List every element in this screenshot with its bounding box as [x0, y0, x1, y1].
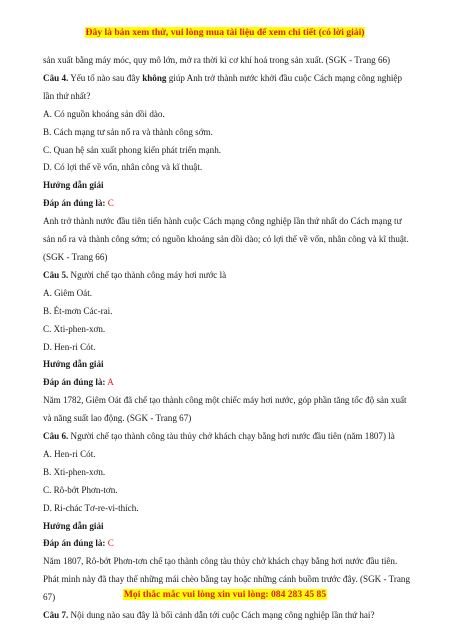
question-4: [43, 70, 415, 106]
question-5-explanation: Năm 1782, Giêm Oát đã chế tạo thành công một chiếc máy hơi nước, góp phần tăng tốc độ sản xuất và năng suất lao động. (SGK - Trang 67): [43, 395, 407, 424]
question-4-option-d: D. Có lợi thế về vốn, nhân công và kĩ thuật.: [43, 162, 203, 173]
answer-letter: C: [107, 538, 114, 549]
question-5-label: Câu 5.: [43, 269, 69, 280]
question-5-answer-line: [43, 374, 415, 392]
question-6-text: Người chế tạo thành công tàu thủy chở khách chạy bằng hơi nước đầu tiên (năm 1807) là: [68, 431, 395, 442]
question-7-text: Nội dung nào sau đây là bối cảnh dẫn tới cuộc Cách mạng công nghiệp lần thứ hai?: [68, 610, 375, 621]
question-6-option-a: A. Hen-ri Cót.: [43, 448, 96, 459]
answer-letter: C: [107, 198, 114, 209]
preview-notice-text: Đây là bản xem thử, vui lòng mua tài liệu để xem chi tiết (có lời giải): [85, 27, 365, 38]
question-4-option-c: C. Quan hệ sản xuất phong kiến phát triển mạnh.: [43, 144, 222, 155]
question-5-text: Người chế tạo thành công máy hơi nước là: [68, 269, 227, 280]
answer-label: Đáp án đúng là:: [43, 377, 106, 388]
contact-notice-banner: [0, 589, 450, 600]
question-6: [43, 428, 415, 446]
question-6-answer-line: [43, 535, 415, 553]
intro-paragraph: sản xuất bằng máy móc, quy mô lớn, mở ra thời kì cơ khí hoá trong sản xuất. (SGK - Trang 66): [43, 55, 391, 65]
question-4-explanation: Anh trở thành nước đầu tiên tiến hành cuộc Cách mạng công nghiệp lần thứ nhất do Cách mạng tư sản nổ ra và thành công sớm; có nguồn khoáng sản dồi dào; có lợi thế về vốn, nhân công và kĩ thuật. (SGK - Trang 66): [43, 216, 409, 262]
question-4-emphasis: không: [142, 72, 167, 83]
question-7-label: Câu 7.: [43, 610, 69, 621]
contact-notice-text: Mọi thắc mắc vui lòng xin vui lòng: 084 283 45 85: [123, 589, 327, 600]
question-4-option-a: A. Có nguồn khoáng sản dồi dào.: [43, 108, 165, 119]
question-4-option-b: B. Cách mạng tư sản nổ ra và thành công sớm.: [43, 126, 213, 137]
question-4-text-after: giúp Anh trở thành nước khởi đầu cuộc Cách mạng công nghiệp lần thứ nhất?: [43, 72, 403, 101]
question-5-option-c: C. Xti-phen-xơn.: [43, 323, 106, 334]
question-6-option-b: B. Xti-phen-xơn.: [43, 466, 106, 477]
question-5: [43, 267, 415, 285]
question-6-option-c: C. Rô-bớt Phơn-tơn.: [43, 484, 118, 495]
question-4-text-before: Yếu tố nào sau đây: [68, 72, 143, 83]
question-6-option-d: D. Ri-chác Tơ-re-vi-thích.: [43, 502, 139, 513]
question-6-label: Câu 6.: [43, 431, 69, 442]
question-6-guide-heading: Hướng dẫn giải: [43, 520, 104, 531]
question-5-option-b: B. Ét-mơn Các-rai.: [43, 305, 113, 316]
answer-label: Đáp án đúng là:: [43, 198, 106, 209]
question-7: [43, 607, 415, 625]
question-5-option-d: D. Hen-ri Cót.: [43, 341, 96, 352]
question-4-label: Câu 4.: [43, 72, 69, 83]
question-5-option-a: A. Giêm Oát.: [43, 287, 92, 298]
preview-notice-banner: [0, 27, 450, 38]
question-4-guide-heading: Hướng dẫn giải: [43, 180, 104, 191]
document-body: [43, 52, 415, 625]
answer-label: Đáp án đúng là:: [43, 538, 106, 549]
question-6-explanation: Năm 1807, Rô-bớt Phơn-tơn chế tạo thành công tàu thủy chở khách chạy bằng hơi nước đầu tiên. Phát minh này đã thay thế những mái chèo bằng tay hoặc những cánh buồm trước đây. (SGK - Trang 67): [43, 556, 411, 603]
answer-letter: A: [107, 377, 114, 388]
question-5-guide-heading: Hướng dẫn giải: [43, 359, 104, 370]
question-4-answer-line: [43, 195, 415, 213]
